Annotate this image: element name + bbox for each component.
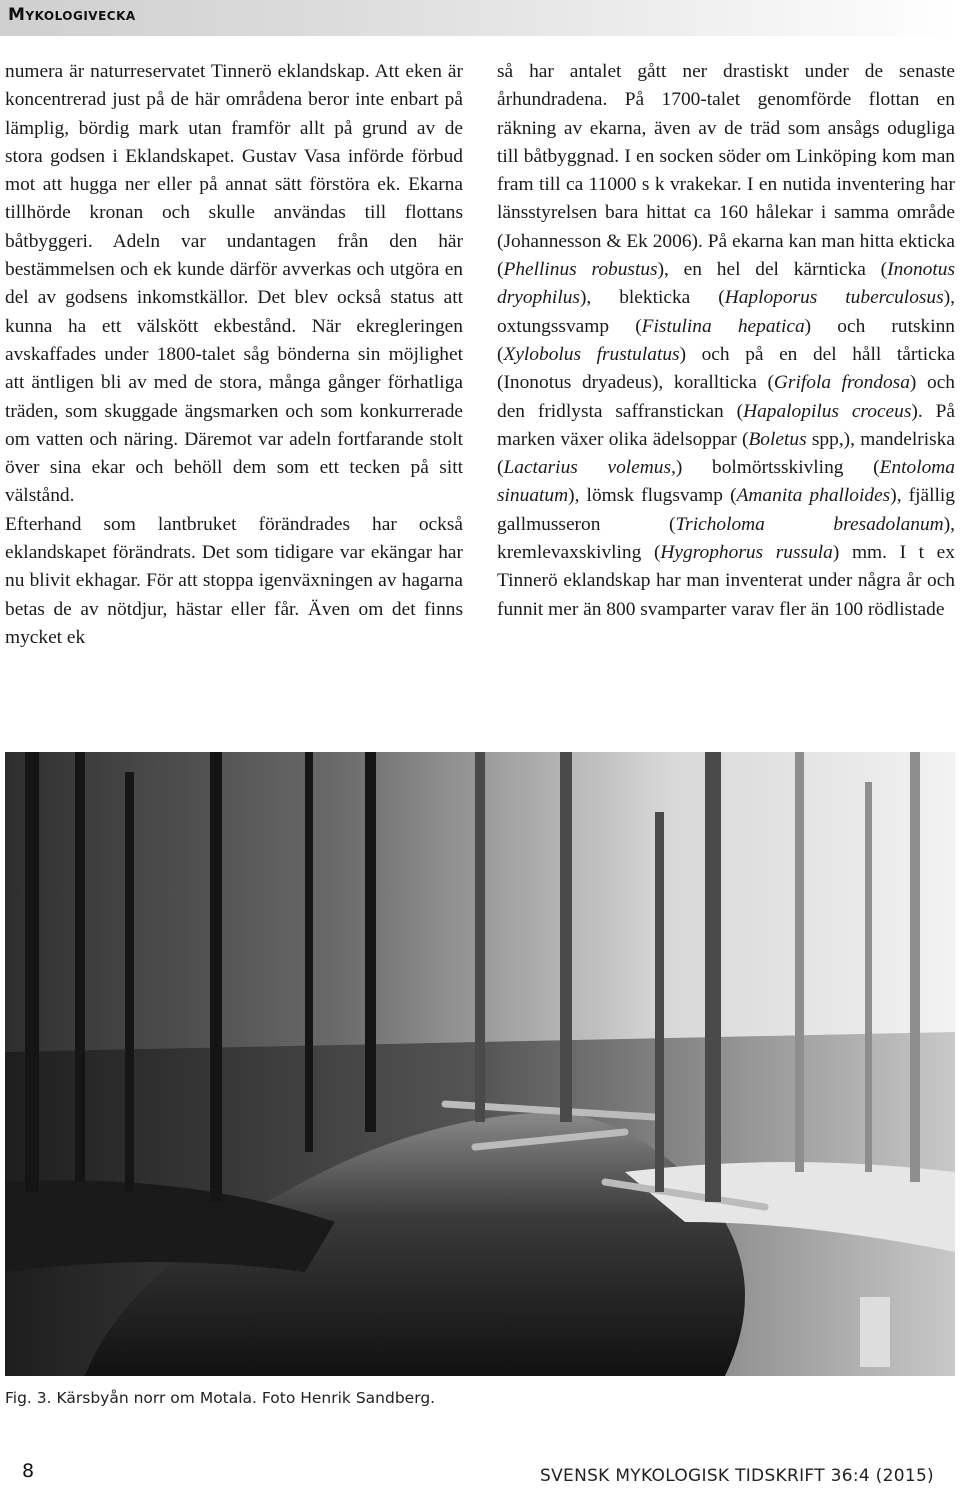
species-name: Entoloma sinuatum bbox=[497, 457, 955, 507]
header-band bbox=[0, 0, 960, 36]
forest-stream-photo bbox=[5, 752, 955, 1376]
figure-caption: Fig. 3. Kärsbyån norr om Motala. Foto Henrik Sandberg. bbox=[5, 1389, 436, 1407]
species-name: Tricholoma bresadolanum bbox=[675, 513, 944, 535]
species-name: Boletus bbox=[748, 428, 807, 450]
species-name: Fistulina hepatica bbox=[641, 315, 805, 337]
section-title: Mykologivecka bbox=[8, 5, 136, 25]
body-paragraph: Efterhand som lantbruket förändrades har också eklandskapet förändrats. Det som tidigare var ekängar har nu blivit ekhagar. För att stoppa igenväxningen av hagarna betas de av nötdjur, hästar eller får. Även om det finns mycket ek bbox=[5, 513, 463, 648]
body-paragraph: så har antalet gått ner drastiskt under de senaste århundradena. På 1700-talet genomförde flottan en räkning av ekarna, även av de träd som ansågs odugliga till båtbyggnad. I en socken söder om Linköping kom man fram till ca 11000 s k vrakekar. I en nutida inventering har länsstyrelsen bara hittat ca 160 hålekar i samma område (Johannesson & Ek 2006). På ekarna kan man hitta ekticka (Phellinus robustus), en hel del kärnticka (Inonotus dryophilus), blekticka (Haploporus tuberculosus), oxtungssvamp (Fistulina hepatica) och rutskinn (Xylobolus frustulatus) och på en del håll tårticka (Inonotus dryadeus), korallticka (Grifola frondosa) och den fridlysta saffranstickan (Hapalopilus croceus). På marken växer olika ädelsoppar (Boletus spp,), mandelriska (Lactarius volemus,) bolmörtsskivling (Entoloma sinuatum), lömsk flugsvamp (Amanita phalloides), fjällig gallmusseron (Tricholoma bresadolanum), kremlevaxskivling (Hygrophorus russula) mm. I t ex Tinnerö eklandskap har man inventerat under några år och funnit mer än 800 svamparter varav fler än 100 rödlistade bbox=[497, 61, 956, 620]
species-name: Xylobolus frustulatus bbox=[503, 343, 680, 365]
species-name: Lactarius volemus, bbox=[503, 457, 676, 479]
species-name: Grifola frondosa bbox=[773, 372, 910, 394]
body-paragraph: numera är naturreservatet Tinnerö eklandskap. Att eken är koncentrerad just på de här områdena beror inte enbart på lämplig, bördig mark utan framför allt på grund av de stora godsen i Eklandskapet. Gustav Vasa införde förbud mot att hugga ner eller på annat sätt förstöra ek. Ekarna tillhörde kronan och skulle användas till flottans båtbyggeri. Adeln var undantagen från den här bestämmelsen och ek kunde därför avverkas och utgöra en del av godsens inkomstkällor. Det blev också status att kunna ha ett välskött ekbestånd. När ekregleringen avskaffades under 1800-talet såg bönderna sin möjlighet att äntligen bli av med de stora, många gånger förhatliga träden, som skuggade ängsmarken och som konkurrerade om vatten och näring. Däremot var adeln fortfarande stolt över sina ekar och behöll dem som ett tecken på sitt välstånd. bbox=[5, 61, 463, 507]
species-name: Hygrophorus russula bbox=[660, 542, 833, 564]
right-text-column bbox=[497, 58, 955, 624]
journal-name: SVENSK MYKOLOGISK TIDSKRIFT 36:4 (2015) bbox=[540, 1466, 934, 1486]
species-name: Phellinus robustus bbox=[503, 259, 658, 281]
species-name: Amanita phalloides bbox=[736, 485, 891, 507]
page-number: 8 bbox=[22, 1460, 35, 1482]
species-name: Inonotus dryophilus bbox=[497, 259, 955, 309]
species-name: Haploporus tuberculosus bbox=[724, 287, 944, 309]
species-name: Hapalopilus croceus bbox=[743, 400, 912, 422]
left-text-column bbox=[5, 58, 463, 652]
